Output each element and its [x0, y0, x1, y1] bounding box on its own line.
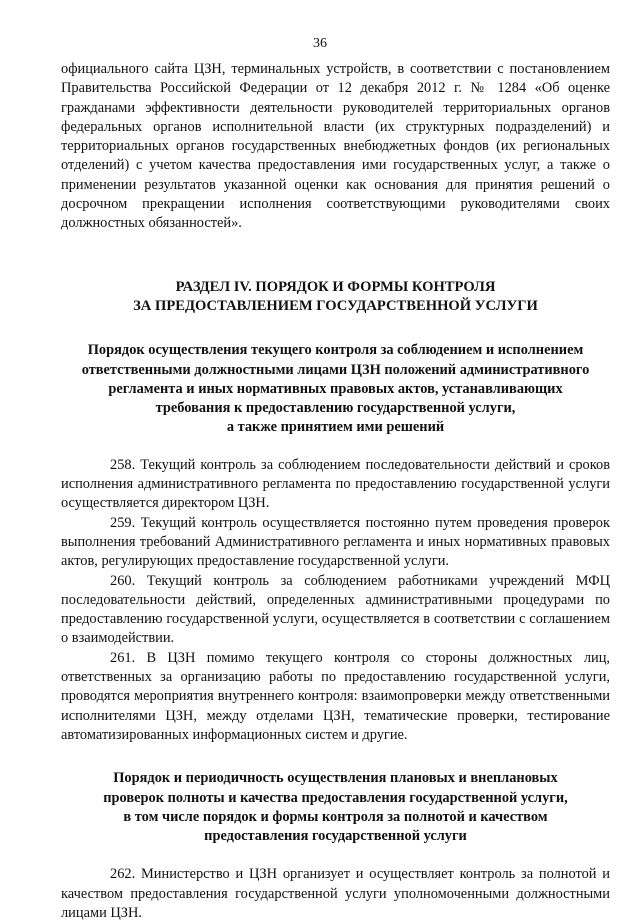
section-title-line-2: ЗА ПРЕДОСТАВЛЕНИЕМ ГОСУДАРСТВЕННОЙ УСЛУГИ	[133, 297, 538, 314]
page-number: 36	[313, 36, 327, 51]
subsection-heading-current-control	[61, 341, 610, 437]
paragraph-258: 258. Текущий контроль за соблюдением последовательности действий и сроков исполнения административного регламента по предоставлению государственной услуги осуществляется директором ЦЗН.	[61, 456, 610, 512]
subsection-heading-line: проверок полноты и качества предоставления государственной услуги,	[103, 789, 568, 806]
subsection-heading-line: ответственными должностными лицами ЦЗН положений административного	[81, 361, 590, 378]
paragraph-259: 259. Текущий контроль осуществляется постоянно путем проведения проверок выполнения требований Административного регламента и иных нормативных правовых актов, регулирующих предоставление государственной услуги.	[61, 514, 610, 570]
paragraph-262: 262. Министерство и ЦЗН организует и осуществляет контроль за полнотой и качеством предоставления государственной услуги уполномоченными должностными лицами ЦЗН.	[61, 866, 610, 921]
subsection-heading-line: Порядок и периодичность осуществления плановых и внеплановых	[113, 770, 558, 787]
subsection-heading-inspections	[61, 769, 610, 846]
subsection-heading-line: регламента и иных нормативных правовых актов, устанавливающих	[108, 380, 563, 397]
section-title	[61, 278, 610, 317]
subsection-heading-line: требования к предоставлению государственной услуги,	[155, 400, 516, 417]
subsection-heading-line: Порядок осуществления текущего контроля за соблюдением и исполнением	[87, 342, 584, 359]
paragraph-260: 260. Текущий контроль за соблюдением работниками учреждений МФЦ последовательности действий, определенных административными процедурами по предоставлению государственной услуги, осуществляется в соответствии с соглашением о взаимодействии.	[61, 572, 610, 647]
subsection-heading-line: в том числе порядок и формы контроля за полнотой и качеством	[123, 808, 548, 825]
paragraph-261: 261. В ЦЗН помимо текущего контроля со стороны должностных лиц, ответственных за организацию работы по предоставлению государственной услуги, проводятся мероприятия внутреннего контроля: взаимопроверки между ответственными исполнителями ЦЗН, между отделами ЦЗН, тематические проверки, тестирование автоматизированных информационных систем и другие.	[61, 649, 610, 743]
subsection-heading-line: предоставления государственной услуги	[204, 828, 467, 845]
intro-paragraph: официального сайта ЦЗН, терминальных устройств, в соответствии с постановлением Правительства Российской Федерации от 12 декабря 2012 г. № 1284 «Об оценке гражданами эффективности деятельности руководителей территориальных органов федеральных органов исполнительной власти (их структурных подразделений) и территориальных органов государственных внебюджетных фондов (их региональных отделений) с учетом качества предоставления ими государственных услуг, а также о применении результатов указанной оценки как основания для принятия решений о досрочном прекращении исполнения соответствующими руководителями своих должностных обязанностей».	[61, 61, 610, 232]
subsection-heading-line: а также принятием ими решений	[226, 419, 445, 436]
section-title-line-1: РАЗДЕЛ IV. ПОРЯДОК И ФОРМЫ КОНТРОЛЯ	[175, 278, 496, 295]
page-content	[61, 60, 610, 923]
